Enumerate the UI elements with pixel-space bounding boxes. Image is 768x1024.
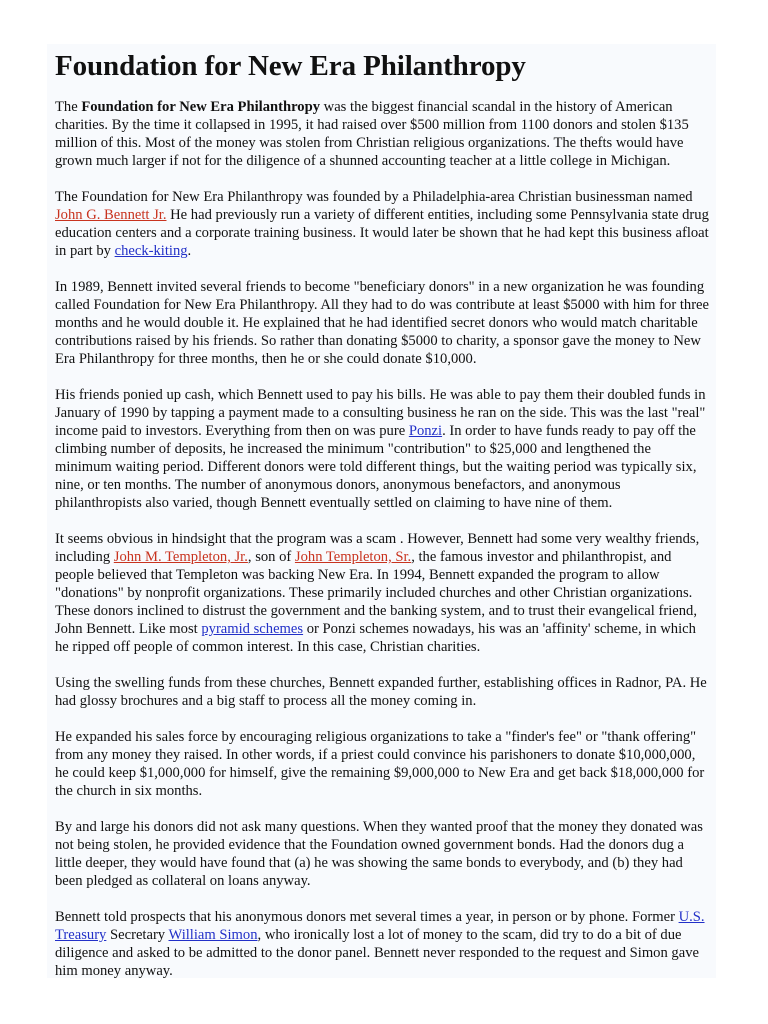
bold-term: Foundation for New Era Philanthropy [81,99,321,115]
text-run: , the famous investor and philanthropist, and people believed that Templeton was backing New Era. In 1994, Bennett expanded the program to allow "donations" by nonprofit organizations. These primarily included churches and other Christian organizations. These donors inclined to distrust the government and the banking system, and to trust their evangelical friend, John Bennett. Like most [55,549,697,637]
text-run: or Ponzi schemes nowadays, his was an 'affinity' scheme, in which he ripped off people of common interest. In this case, Christian charities. [55,621,696,655]
text-run: It seems obvious in hindsight that the program was a scam . However, Bennett had some very wealthy friends, including [55,531,700,565]
text-run: , son of [247,549,295,565]
link-john-g-bennett[interactable]: John G. Bennett Jr. [55,207,167,223]
text-run: He had previously run a variety of different entities, including some Pennsylvania state drug education centers and a corporate training business. It would later be shown that he had kept this business afloat in part by [55,207,709,259]
paragraph-expansion: Using the swelling funds from these churches, Bennett expanded further, establishing offices in Radnor, PA. He had glossy brochures and a big staff to process all the money coming in. [55,675,707,709]
link-check-kiting[interactable]: check-kiting [114,243,188,259]
link-john-templeton-sr[interactable]: John Templeton, Sr. [294,549,412,565]
paragraph-donors: By and large his donors did not ask many questions. When they wanted proof that the money they donated was not being stolen, he provided evidence that the Foundation owned government bonds. Had the donors dug a little deeper, they would have found that (a) he was showing the same bonds to everybody, and (b) they had been pledged as collateral on loans anyway. [55,819,703,889]
text-run: Bennett told prospects that his anonymous donors met several times a year, in person or by phone. Former [55,909,679,925]
paragraph-intro [55,98,710,170]
paragraph-founding [55,188,710,260]
text-run: His friends ponied up cash, which Bennett used to pay his bills. He was able to pay them their doubled funds in January of 1990 by tapping a payment made to a consulting business he ran on the side. This was the last "real" income paid to investors. Everything from then on was pure [55,387,706,439]
paragraph-1989: In 1989, Bennett invited several friends to become "beneficiary donors" in a new organization he was founding called Foundation for New Era Philanthropy. All they had to do was contribute at least $5000 with him for three months and he would double it. He explained that he had identified secret donors who would match charitable contributions raised by his friends. So rather than donating $5000 to charity, a sponsor gave the money to New Era Philanthropy for three months, then he or she could donate $10,000. [55,279,710,367]
text-run: Secretary [106,927,169,943]
text-run: was the biggest financial scandal in the history of American charities. By the time it collapsed in 1995, it had raised over $500 million from 1100 donors and stolen $135 million of this. Most of the money was stolen from Christian religious organizations. The thefts would have grown much larger if not for the diligence of a shunned accounting teacher at a little college in Michigan. [55,99,689,169]
article-page [47,44,716,978]
text-run: . [187,243,192,259]
paragraph-sales-force: He expanded his sales force by encouraging religious organizations to take a "finder's fee" or "thank offering" from any money they raised. In other words, if a priest could convince his parishoners to donate $10,000,000, he could keep $1,000,000 for himself, give the remaining $9,000,000 to New Era and get back $18,000,000 for the church in six months. [55,729,705,799]
link-ponzi[interactable]: Ponzi [408,423,443,439]
text-run: , who ironically lost a lot of money to the scam, did try to do a bit of due diligence and asked to be admitted to the donor panel. Bennett never responded to the request and Simon gave him money anyway. [55,927,699,979]
paragraph-friends [55,386,710,512]
text-run: The Foundation for New Era Philanthropy was founded by a Philadelphia-area Christian businessman named [55,189,693,205]
text-run: . In order to have funds ready to pay off the climbing number of deposits, he increased the minimum "contribution" to $25,000 and lengthened the minimum waiting period. Different donors were told different things, but the waiting period was typically six, nine, or ten months. The number of anonymous donors, anonymous benefactors, and anonymous philanthropists also varied, though Bennett eventually settled on claiming to have nine of them. [55,423,697,511]
text-run: The [55,99,82,115]
link-us-treasury[interactable]: U.S. Treasury [55,909,705,943]
link-john-m-templeton-jr[interactable]: John M. Templeton, Jr. [113,549,248,565]
article-title: Foundation for New Era Philanthropy [55,50,526,82]
paragraph-anonymous-donors [55,908,710,980]
paragraph-hindsight [55,530,710,656]
link-william-simon[interactable]: William Simon [168,927,258,943]
link-pyramid-schemes[interactable]: pyramid schemes [201,621,304,637]
